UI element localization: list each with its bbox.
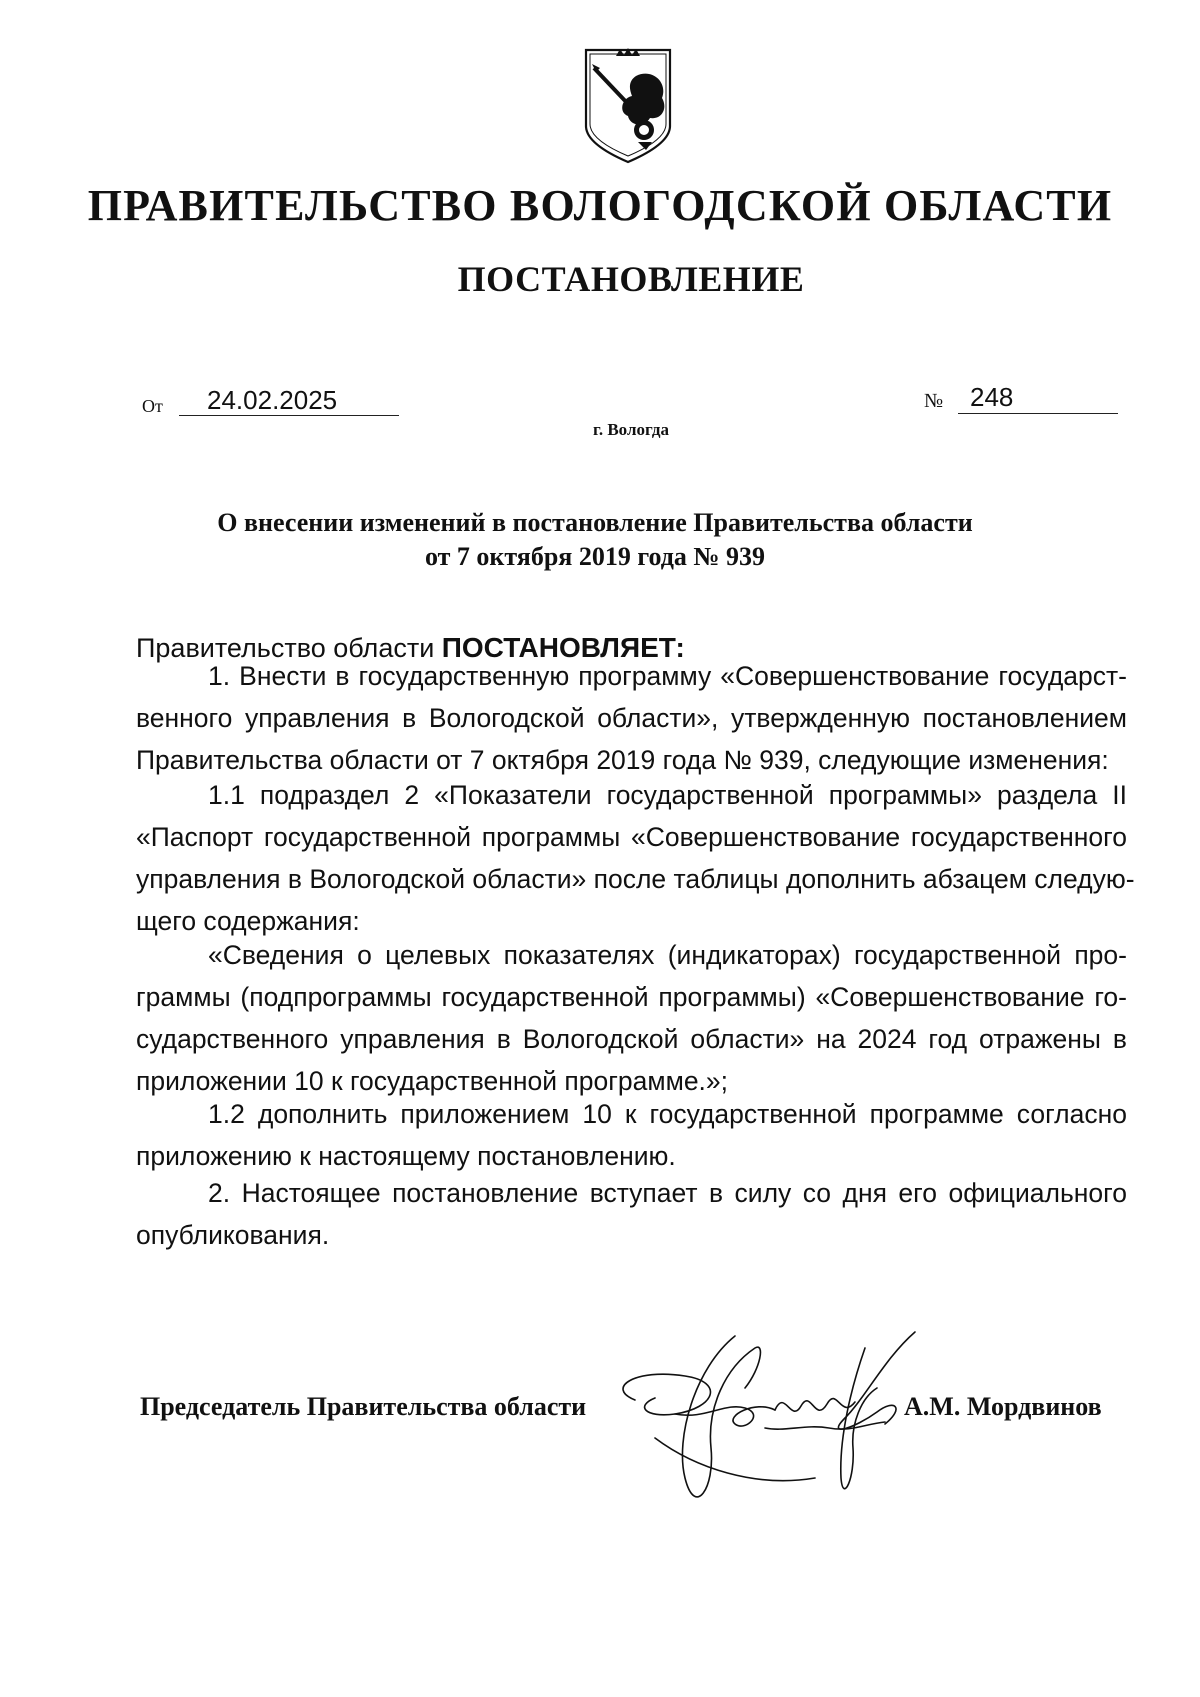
document-subject [150,506,1040,574]
subject-line-1: О внесении изменений в постановление Правительства области [217,508,973,537]
organization-title: ПРАВИТЕЛЬСТВО ВОЛОГОДСКОЙ ОБЛАСТИ [87,181,1113,230]
paragraph-1-2 [136,1093,1127,1177]
subject-line-2: от 7 октября 2019 года № 939 [424,542,766,571]
paragraph-line: приложению к настоящему постановлению. [136,1141,676,1171]
paragraph-line: 1.1 подраздел 2 «Показатели государственной программы» раздела II [208,780,1127,810]
paragraph-line: граммы (подпрограммы государственной программы) «Совершенствование го- [136,982,1127,1012]
paragraph-line: 2. Настоящее постановление вступает в силу со дня его официального [208,1178,1127,1208]
paragraph-line: Правительства области от 7 октября 2019 года № 939, следующие изменения: [136,745,1109,775]
paragraph-line: управления в Вологодской области» после таблицы дополнить абзацем следую- [136,864,1135,894]
document-type: ПОСТАНОВЛЕНИЕ [457,259,805,299]
paragraph-1 [136,655,1127,781]
paragraph-2 [136,1172,1127,1256]
paragraph-line: щего содержания: [136,906,360,936]
paragraph-line: «Сведения о целевых показателях (индикаторах) государственной про- [208,940,1127,970]
signer-title: Председатель Правительства области [140,1392,587,1421]
paragraph-1-1 [136,774,1135,942]
coat-of-arms-icon [582,46,674,166]
paragraph-line: 1.2 дополнить приложением 10 к государственной программе согласно [208,1099,1127,1129]
city: г. Вологда [593,420,669,439]
number-prefix: № [924,390,944,412]
signer-name: А.М. Мордвинов [904,1392,1102,1421]
paragraph-line: венного управления в Вологодской области», утвержденную постановлением [136,703,1127,733]
preamble-verb: ПОСТАНОВЛЯЕТ: [441,632,685,663]
preamble-lead: Правительство области [136,633,442,663]
paragraph-line: «Паспорт государственной программы «Совершенствование государственного [136,822,1127,852]
paragraph-line: сударственного управления в Вологодской области» на 2024 год отражены в [136,1024,1127,1054]
paragraph-line: 1. Внести в государственную программу «Совершенствование государст- [208,661,1127,691]
paragraph-line: опубликования. [136,1220,330,1250]
handwritten-signature-icon [615,1328,945,1528]
paragraph-quote [136,934,1127,1102]
paragraph-line: приложении 10 к государственной программе.»; [136,1066,729,1096]
date-prefix: От [142,396,163,416]
number-value: 248 [958,382,1118,414]
date-value: 24.02.2025 [179,384,399,416]
